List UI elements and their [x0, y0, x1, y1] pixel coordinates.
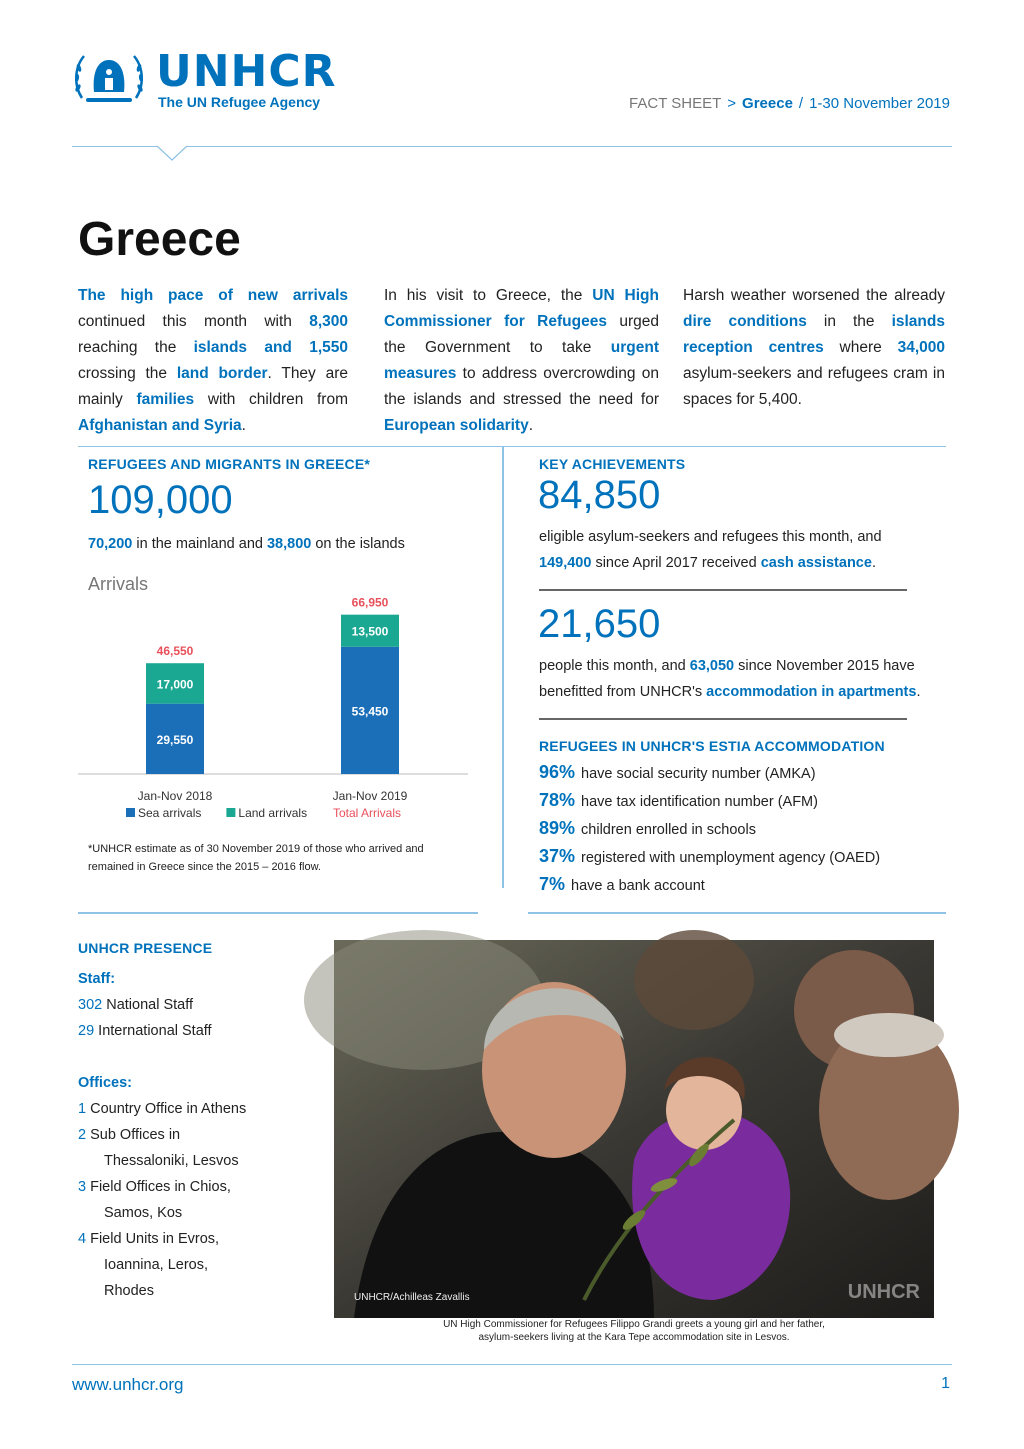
- cash-assistance-line-2: [539, 550, 882, 576]
- body-text: continued this month with: [78, 313, 310, 330]
- highlight-text: European solidarity: [384, 417, 529, 434]
- legend-label: Sea arrivals: [138, 806, 202, 820]
- photo-illustration: [334, 940, 934, 1318]
- legend-label: Total Arrivals: [333, 806, 402, 820]
- lower-divider-right: [528, 912, 946, 914]
- staff-count: 29: [78, 1023, 95, 1039]
- column-divider: [502, 446, 504, 888]
- refugees-breakdown: [88, 531, 405, 557]
- accommodation-benefitted: benefitted from UNHCR's: [539, 684, 707, 700]
- photo-watermark: UNHCR: [847, 1281, 920, 1303]
- body-text: where: [823, 339, 898, 356]
- office-item: [78, 1174, 318, 1200]
- cash-assistance-count: 84,850: [538, 473, 661, 517]
- highlight-text: 34,000: [897, 339, 945, 356]
- highlight-text: The high pace of new arrivals: [78, 287, 348, 304]
- refugees-heading: REFUGEES AND MIGRANTS IN GREECE*: [88, 456, 371, 472]
- body-text: with children from: [194, 391, 348, 408]
- unhcr-logo: [72, 48, 352, 112]
- x-tick-label: Jan-Nov 2018: [137, 789, 213, 803]
- cash-since: since April 2017 received: [591, 555, 761, 571]
- estia-percent: 96%: [539, 762, 576, 782]
- highlight-text: dire conditions: [683, 313, 807, 330]
- cash-total: 149,400: [539, 555, 592, 571]
- breadcrumb-root: FACT SHEET: [629, 95, 722, 112]
- page-number: 1: [941, 1375, 950, 1392]
- logo-tagline: The UN Refugee Agency: [158, 94, 321, 110]
- mainland-text: in the mainland and: [132, 536, 267, 552]
- unhcr-emblem-icon: [72, 48, 146, 110]
- chart-title: Arrivals: [88, 574, 149, 594]
- x-tick-label: Jan-Nov 2019: [332, 789, 408, 803]
- presence-heading: UNHCR PRESENCE: [78, 940, 213, 956]
- photo-credit: UNHCR/Achilleas Zavallis: [354, 1292, 470, 1303]
- cash-assistance-line-1: eligible asylum-seekers and refugees this month, and: [539, 529, 882, 545]
- highlight-text: 8,300: [309, 313, 348, 330]
- staff-item: [78, 992, 318, 1018]
- page-title: Greece: [78, 213, 241, 266]
- highlight-text: urgent measures: [384, 339, 659, 382]
- body-text: in the: [806, 313, 892, 330]
- breadcrumb: [629, 95, 950, 112]
- body-text: .: [241, 417, 246, 434]
- body-text: crossing the: [78, 365, 177, 382]
- achievements-heading: KEY ACHIEVEMENTS: [539, 456, 686, 472]
- office-count: 4: [78, 1231, 87, 1247]
- estia-item: [539, 787, 880, 815]
- cash-assistance-text: [539, 524, 882, 576]
- breadcrumb-current: Greece: [742, 95, 793, 112]
- estia-list: [539, 759, 880, 899]
- unhcr-presence: [78, 938, 318, 1304]
- legend-swatch: [126, 808, 135, 817]
- staff-item: [78, 1018, 318, 1044]
- office-item: [78, 1122, 318, 1148]
- bar-value-label: 17,000: [156, 677, 194, 692]
- office-count: 1: [78, 1101, 87, 1117]
- office-locations: Thessaloniki, Lesvos: [104, 1153, 239, 1169]
- body-text: . They are mainly: [78, 365, 348, 408]
- footer-website-link[interactable]: www.unhcr.org: [72, 1375, 184, 1394]
- estia-percent: 7%: [539, 874, 566, 894]
- staff-count: 302: [78, 997, 103, 1013]
- offices-heading: Offices:: [78, 1075, 132, 1091]
- bar-value-label: 53,450: [351, 704, 389, 719]
- body-text: to address overcrowding on the islands and stressed the need for: [384, 365, 659, 408]
- estia-item: [539, 759, 880, 787]
- photo-caption: [334, 1318, 934, 1344]
- highlight-text: families: [136, 391, 195, 408]
- body-text: In his visit to Greece, the: [384, 287, 593, 304]
- estia-heading: REFUGEES IN UNHCR'S ESTIA ACCOMMODATION: [539, 738, 885, 754]
- accommodation-count: 21,650: [538, 602, 661, 646]
- office-count: 3: [78, 1179, 87, 1195]
- estia-label: have social security number (AMKA): [581, 766, 816, 782]
- period: .: [871, 555, 876, 571]
- estia-item: [539, 843, 880, 871]
- body-text: asylum-seekers and refugees cram in spaces for 5,400.: [683, 365, 945, 408]
- estimate-footnote: *UNHCR estimate as of 30 November 2019 of those who arrived and remained in Greece since the 2015 – 2016 flow.: [88, 843, 424, 873]
- accommodation-line-1: [539, 653, 920, 679]
- accommodation-line-2: [539, 679, 920, 705]
- arrivals-chart: [78, 595, 478, 830]
- legend-swatch: [226, 808, 235, 817]
- office-item: [78, 1226, 318, 1252]
- staff-label: National Staff: [102, 997, 194, 1013]
- office-label: Country Office in Athens: [86, 1101, 247, 1117]
- islands-count: 38,800: [266, 536, 312, 552]
- section-divider: [78, 446, 946, 447]
- highlight-text: islands and 1,550: [193, 339, 348, 356]
- estia-label: have tax identification number (AFM): [581, 794, 818, 810]
- achievement-divider-2: [539, 718, 907, 720]
- cash-assistance-link[interactable]: cash assistance: [760, 555, 872, 571]
- body-text: .: [528, 417, 534, 434]
- intro-column-2: [384, 283, 659, 439]
- staff-label: International Staff: [94, 1023, 212, 1039]
- accommodation-total: 63,050: [689, 658, 735, 674]
- estia-item: [539, 871, 880, 899]
- office-label: Sub Offices in: [86, 1127, 181, 1143]
- estia-label: have a bank account: [571, 878, 705, 894]
- mainland-count: 70,200: [88, 536, 133, 552]
- estia-percent: 78%: [539, 790, 576, 810]
- staff-heading: Staff:: [78, 971, 116, 987]
- office-item: [78, 1096, 318, 1122]
- accommodation-since: since November 2015 have: [734, 658, 915, 674]
- office-locations: Ioannina, Leros, Rhodes: [104, 1257, 208, 1299]
- featured-photo: [334, 940, 934, 1318]
- office-count: 2: [78, 1127, 87, 1143]
- achievement-divider-1: [539, 589, 907, 591]
- estia-percent: 37%: [539, 846, 576, 866]
- photo-caption-line-2: asylum-seekers living at the Kara Tepe accommodation site in Lesvos.: [478, 1332, 790, 1343]
- highlight-text: UN High Commissioner for Refugees: [384, 287, 659, 330]
- intro-column-3: [683, 283, 945, 413]
- accommodation-text: [539, 653, 920, 705]
- body-text: reaching the: [78, 339, 194, 356]
- logo-wordmark: UNHCR: [156, 46, 337, 97]
- highlight-text: Afghanistan and Syria: [78, 417, 242, 434]
- office-label: Field Offices in Chios,: [86, 1179, 231, 1195]
- body-text: Harsh weather worsened the already: [683, 287, 945, 304]
- islands-text: on the islands: [311, 536, 405, 552]
- accommodation-apartments-link[interactable]: accommodation in apartments: [706, 684, 917, 700]
- accommodation-this-month: people this month, and: [539, 658, 690, 674]
- office-locations: Samos, Kos: [104, 1205, 183, 1221]
- estia-label: children enrolled in schools: [581, 822, 756, 838]
- period: .: [916, 684, 921, 700]
- bar-total-label: 46,550: [156, 644, 194, 659]
- lower-divider-left: [78, 912, 478, 914]
- breadcrumb-date: 1-30 November 2019: [809, 95, 950, 112]
- breadcrumb-separator-2: /: [798, 95, 804, 112]
- photo-caption-line-1: UN High Commissioner for Refugees Filippo Grandi greets a young girl and her father,: [443, 1319, 825, 1330]
- estia-percent: 89%: [539, 818, 576, 838]
- intro-column-1: [78, 283, 348, 439]
- estia-label: registered with unemployment agency (OAED): [581, 850, 881, 866]
- estia-item: [539, 815, 880, 843]
- body-text: urged the Government to take: [384, 313, 659, 356]
- chevron-down-icon: [157, 146, 187, 162]
- refugees-total: 109,000: [88, 478, 233, 522]
- office-label: Field Units in Evros,: [86, 1231, 220, 1247]
- header-divider: [72, 146, 952, 147]
- highlight-text: land border: [176, 365, 268, 382]
- legend-label: Land arrivals: [238, 806, 308, 820]
- footer-divider: [72, 1364, 952, 1365]
- bar-total-label: 66,950: [351, 595, 389, 610]
- highlight-text: islands reception centres: [683, 313, 945, 356]
- bar-value-label: 13,500: [351, 624, 389, 639]
- breadcrumb-separator: >: [727, 95, 737, 112]
- bar-value-label: 29,550: [156, 732, 194, 747]
